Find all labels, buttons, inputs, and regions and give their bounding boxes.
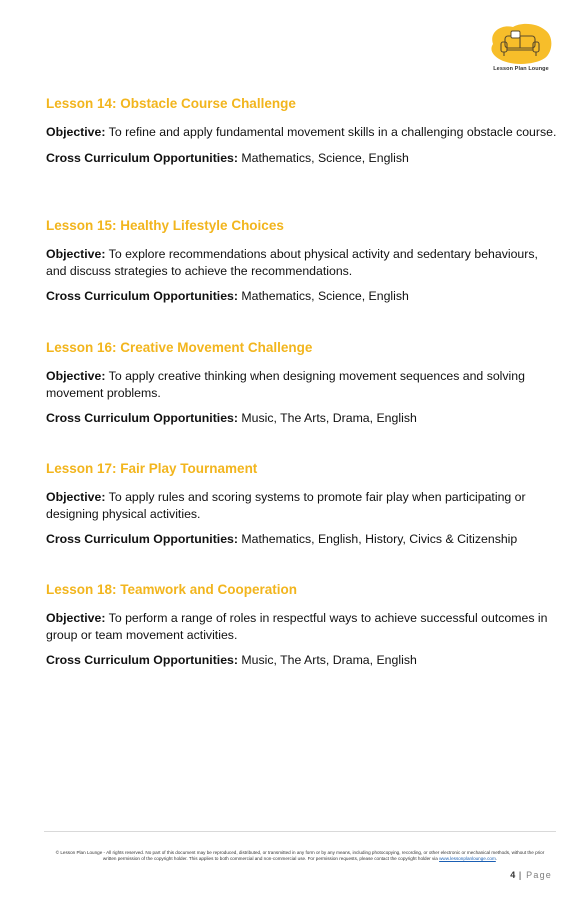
cross-curriculum-label: Cross Curriculum Opportunities: (46, 289, 238, 303)
lesson-16-section (46, 340, 558, 436)
objective-text: To explore recommendations about physical activity and sedentary behaviours, and discuss strategies to achieve the recommendations. (46, 247, 538, 278)
lesson-title: Lesson 16: Creative Movement Challenge (46, 340, 313, 355)
page-word: Page (526, 870, 552, 880)
lesson-title: Lesson 18: Teamwork and Cooperation (46, 582, 298, 597)
lesson-objective (46, 124, 558, 141)
lesson-cross-curriculum (46, 410, 558, 427)
lesson-14-section (46, 96, 558, 175)
lesson-18-section (46, 582, 558, 678)
objective-text: To apply rules and scoring systems to promote fair play when participating or designing physical activities. (46, 490, 526, 521)
objective-label: Objective: (46, 369, 106, 383)
objective-label: Objective: (46, 490, 106, 504)
cross-curriculum-label: Cross Curriculum Opportunities: (46, 411, 238, 425)
objective-text: To perform a range of roles in respectful ways to achieve successful outcomes in group or team movement activities. (46, 611, 548, 642)
copyright-notice (50, 850, 550, 862)
cross-curriculum-label: Cross Curriculum Opportunities: (46, 532, 238, 546)
footer-divider (44, 831, 556, 832)
cross-curriculum-label: Cross Curriculum Opportunities: (46, 150, 238, 165)
objective-text: To apply creative thinking when designing movement sequences and solving movement problems. (46, 369, 525, 400)
lesson-15-section (46, 218, 558, 314)
copyright-text: © Lesson Plan Lounge - All rights reserved. No part of this document may be reproduced, distributed, or transmitted in any form or by any means, including photocopying, recording, or other electronic or mechanical methods, without the prior written permission of the copyright holder. This applies to both commercial and non-commercial use. For permission requests, please contact the copyright holder via (55, 850, 545, 862)
brand-logo (487, 22, 555, 78)
lesson-title: Lesson 14: Obstacle Course Challenge (46, 96, 296, 111)
cross-curriculum-text: Mathematics, Science, English (241, 289, 409, 303)
copyright-period: . (495, 856, 498, 862)
lesson-objective (46, 368, 558, 401)
cross-curriculum-text: Mathematics, English, History, Civics & Citizenship (241, 532, 518, 546)
objective-label: Objective: (46, 611, 106, 625)
lesson-title: Lesson 15: Healthy Lifestyle Choices (46, 218, 284, 233)
lesson-cross-curriculum (46, 150, 558, 167)
lesson-title: Lesson 17: Fair Play Tournament (46, 461, 258, 476)
lesson-cross-curriculum (46, 531, 558, 548)
lesson-cross-curriculum (46, 652, 558, 669)
cross-curriculum-text: Mathematics, Science, English (241, 150, 409, 165)
lesson-objective (46, 246, 558, 279)
couch-logo-icon (487, 22, 555, 66)
lesson-cross-curriculum (46, 288, 558, 305)
page-separator: | (515, 870, 527, 880)
cross-curriculum-text: Music, The Arts, Drama, English (241, 653, 417, 667)
objective-text: To refine and apply fundamental movement skills in a challenging obstacle course. (108, 125, 557, 139)
lesson-objective (46, 489, 558, 522)
cross-curriculum-label: Cross Curriculum Opportunities: (46, 653, 238, 667)
logo-text: Lesson Plan Lounge (493, 66, 549, 72)
website-link[interactable]: www.lessonplanlounge.com (439, 856, 496, 862)
lesson-17-section (46, 461, 558, 557)
page-number (510, 870, 552, 880)
objective-label: Objective: (46, 125, 106, 139)
page-number-value: 4 (510, 870, 516, 880)
cross-curriculum-text: Music, The Arts, Drama, English (241, 411, 417, 425)
lesson-objective (46, 610, 558, 643)
objective-label: Objective: (46, 247, 106, 261)
